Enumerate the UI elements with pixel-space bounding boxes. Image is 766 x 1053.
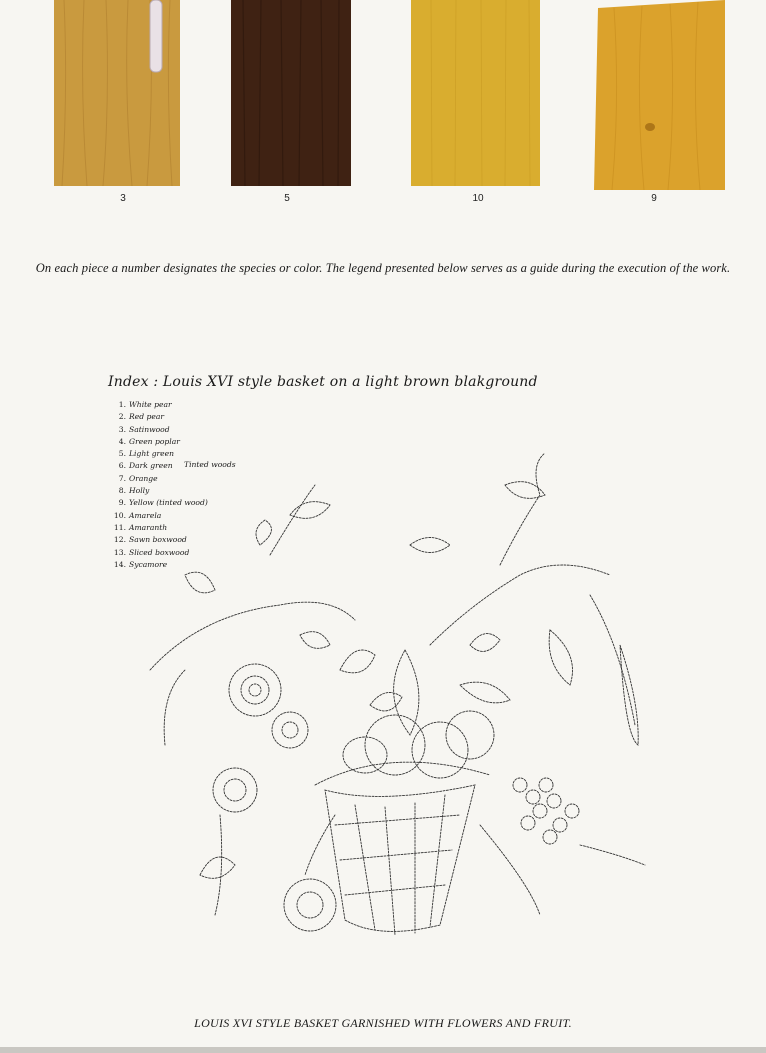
legend-number: 8. bbox=[118, 486, 126, 496]
swatch-number: 9 bbox=[651, 193, 657, 204]
legend-label: White pear bbox=[129, 400, 172, 409]
legend-label: Amarela bbox=[129, 510, 162, 520]
wood-swatch-9 bbox=[594, 0, 725, 190]
page-edge-shadow bbox=[0, 1047, 766, 1053]
legend-number: 6. bbox=[118, 461, 126, 471]
swatch-fill bbox=[231, 0, 351, 186]
legend-label: Sawn boxwood bbox=[129, 535, 187, 545]
caption-bottom: LOUIS XVI STYLE BASKET GARNISHED WITH FLOWERS AND FRUIT. bbox=[194, 1016, 572, 1030]
wood-swatch-5 bbox=[231, 0, 351, 186]
legend-label: Sycamore bbox=[129, 559, 168, 569]
legend-number: 10. bbox=[113, 510, 126, 520]
legend-number: 9. bbox=[118, 498, 126, 508]
wood-swatch-3 bbox=[54, 0, 180, 186]
legend-label: Holly bbox=[129, 486, 150, 496]
legend-number: 2. bbox=[118, 412, 126, 422]
legend-number: 11. bbox=[113, 522, 126, 532]
tinted-woods-note: Tinted woods bbox=[184, 460, 236, 469]
legend-label: Yellow (tinted wood) bbox=[129, 498, 208, 508]
legend-label: Orange bbox=[129, 473, 158, 483]
legend-number: 12. bbox=[113, 535, 126, 545]
legend-label: Dark green bbox=[129, 461, 173, 471]
legend-label: Satinwood bbox=[129, 424, 170, 434]
legend-number: 5. bbox=[118, 449, 126, 459]
swatch-number: 5 bbox=[284, 193, 290, 204]
index-title: Index : Louis XVI style basket on a light brown blakground bbox=[108, 374, 538, 390]
legend-number: 7. bbox=[118, 473, 126, 483]
swatch-fill bbox=[594, 0, 725, 190]
legend-label: Light green bbox=[129, 449, 175, 459]
legend-number: 1. bbox=[118, 400, 126, 409]
legend-label: Sliced boxwood bbox=[129, 547, 190, 557]
legend-number: 4. bbox=[118, 436, 126, 446]
legend-label: Green poplar bbox=[129, 436, 180, 446]
legend-number: 3. bbox=[118, 424, 126, 434]
legend-label: Amaranth bbox=[129, 522, 168, 532]
legend-item bbox=[113, 424, 208, 436]
swatch-number: 10 bbox=[472, 193, 484, 204]
legend-item bbox=[113, 411, 208, 423]
legend-item bbox=[113, 399, 208, 411]
basket-line-drawing bbox=[140, 445, 660, 975]
legend-label: Red pear bbox=[129, 412, 164, 422]
legend-number: 13. bbox=[113, 547, 126, 557]
wood-swatch-10 bbox=[411, 0, 540, 186]
swatch-fill bbox=[411, 0, 540, 186]
caption-top: On each piece a number designates the species or color. The legend presented below serves as a guide during the execution of the work. bbox=[35, 261, 731, 275]
legend-number: 14. bbox=[113, 559, 126, 569]
swatch-number: 3 bbox=[120, 193, 126, 204]
